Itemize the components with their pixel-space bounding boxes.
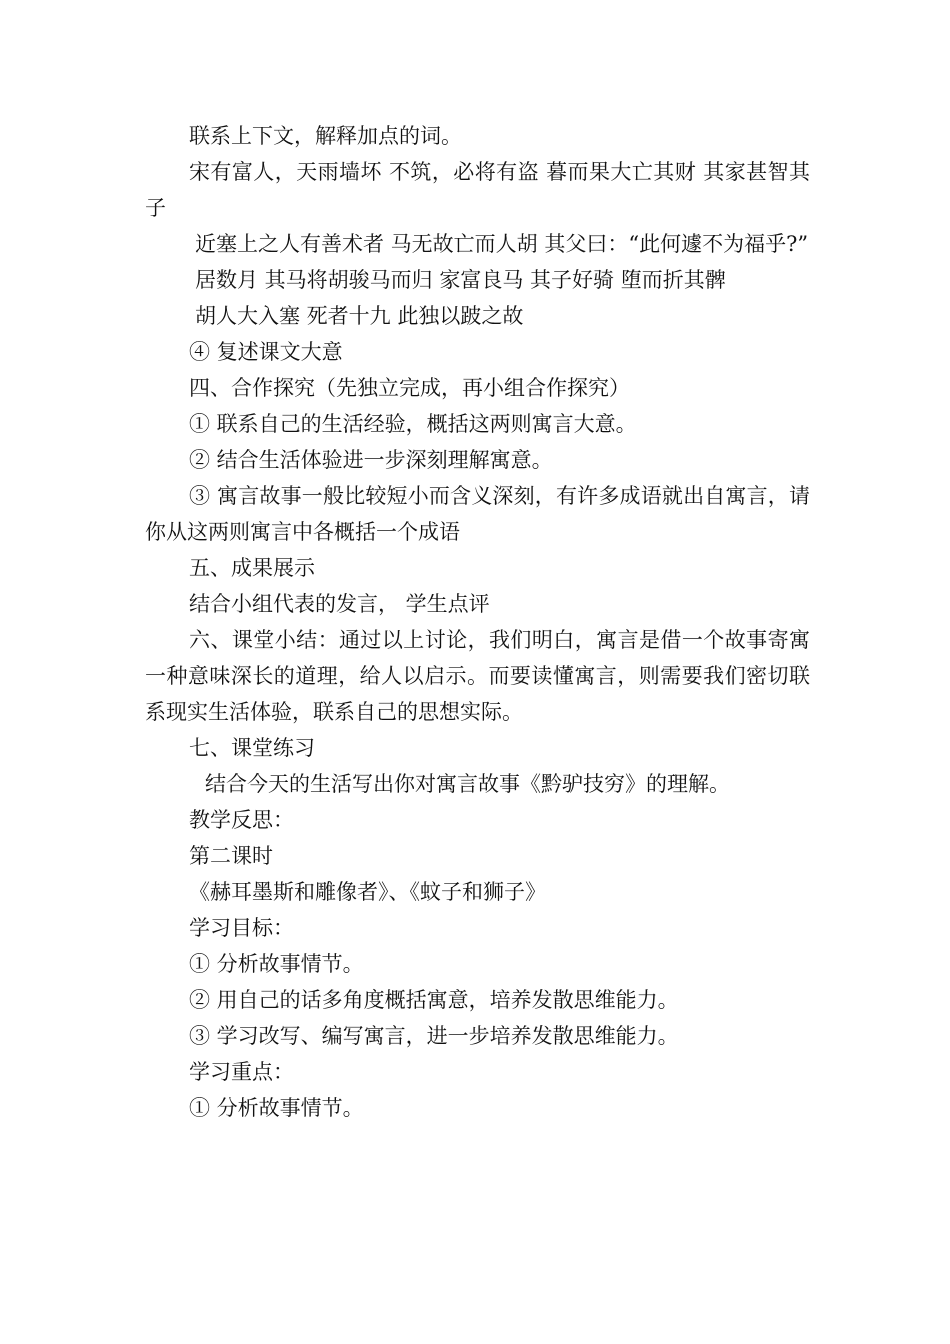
section-heading-practice: 七、课堂练习 xyxy=(189,736,315,760)
list-item: ① 联系自己的生活经验，概括这两则寓言大意。 xyxy=(189,412,637,436)
summary-paragraph: 六、课堂小结：通过以上讨论，我们明白，寓言是借一个故事寄寓一种意味深长的道理，给人以启示。而要读懂寓言，则需要我们密切联系现实生活体验，联系自己的思想实际。 xyxy=(145,628,810,724)
list-item: ① 分析故事情节。 xyxy=(189,952,364,976)
goals-heading: 学习目标： xyxy=(189,916,294,940)
section-heading-results: 五、成果展示 xyxy=(189,556,315,580)
practice-text: 结合今天的生活写出你对寓言故事《黔驴技穷》的理解。 xyxy=(205,772,730,796)
vocab-line-3: 居数月 其马将胡骏马而归 家富良马 其子好骑 堕而折其髀 xyxy=(195,268,726,292)
list-item: ① 分析故事情节。 xyxy=(189,1096,364,1120)
section-heading-cooperate: 四、合作探究（先独立完成，再小组合作探究） xyxy=(189,376,630,400)
lesson-heading: 第二课时 xyxy=(189,844,273,868)
document-body xyxy=(145,118,810,1126)
list-item: ② 结合生活体验进一步深刻理解寓意。 xyxy=(189,448,553,472)
lesson-title: 《赫耳墨斯和雕像者》、《蚊子和狮子》 xyxy=(189,880,546,904)
retell-item: ④ 复述课文大意 xyxy=(189,340,343,364)
list-item: ② 用自己的话多角度概括寓意，培养发散思维能力。 xyxy=(189,988,679,1012)
reflection-heading: 教学反思： xyxy=(189,808,294,832)
results-text: 结合小组代表的发言， 学生点评 xyxy=(189,592,490,616)
instruction-line: 联系上下文，解释加点的词。 xyxy=(189,124,462,148)
vocab-line-2: 近塞上之人有善术者 马无故亡而人胡 其父曰：“此何遽不为福乎?” xyxy=(195,232,809,256)
focus-heading: 学习重点： xyxy=(189,1060,294,1084)
vocab-line-1: 宋有富人，天雨墙坏 不筑，必将有盗 暮而果大亡其财 其家甚智其子 xyxy=(145,160,810,220)
vocab-line-4: 胡人大入塞 死者十九 此独以跛之故 xyxy=(195,304,524,328)
list-item: ③ 学习改写、编写寓言，进一步培养发散思维能力。 xyxy=(189,1024,679,1048)
list-item: ③ 寓言故事一般比较短小而含义深刻，有许多成语就出自寓言，请你从这两则寓言中各概括一个成语 xyxy=(145,484,810,544)
